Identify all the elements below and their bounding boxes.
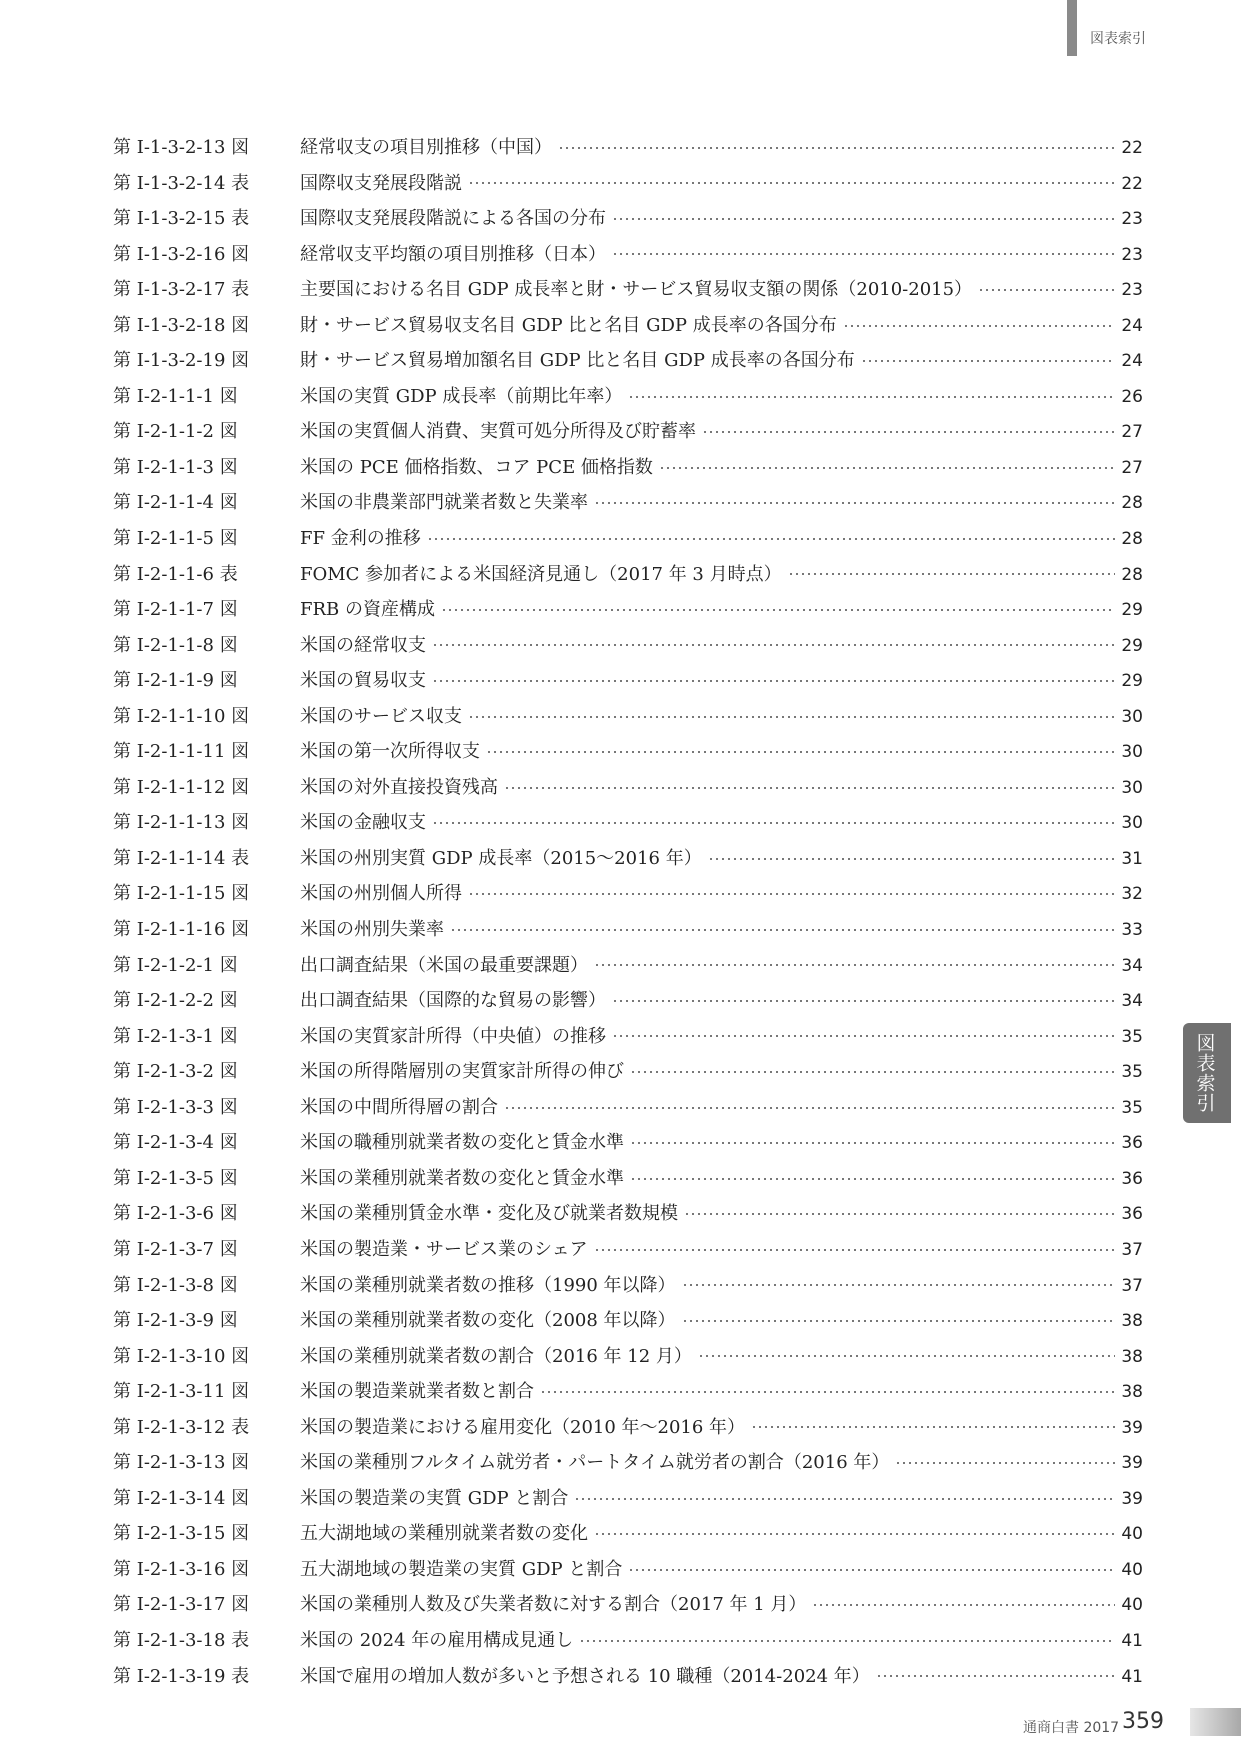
dot-leader: [432, 680, 1115, 682]
index-entry[interactable]: [113, 272, 1143, 308]
entry-number: 第 I-2-1-1-4 図: [113, 492, 238, 514]
dot-leader: [612, 1035, 1115, 1037]
index-entry[interactable]: [113, 557, 1143, 593]
entry-page-number: 38: [1121, 1346, 1143, 1367]
index-entry[interactable]: [113, 237, 1143, 273]
index-entry[interactable]: [113, 1268, 1143, 1304]
dot-leader: [468, 716, 1115, 718]
entry-number: 第 I-1-3-2-18 図: [113, 314, 250, 336]
entry-page-number: 30: [1121, 742, 1143, 763]
entry-number: 第 I-1-3-2-16 図: [113, 243, 250, 265]
entry-number: 第 I-2-1-3-11 図: [113, 1381, 250, 1403]
index-entry[interactable]: [113, 130, 1143, 166]
entry-page-number: 30: [1121, 706, 1143, 727]
index-entry[interactable]: [113, 521, 1143, 557]
entry-title: 米国の製造業の実質 GDP と割合: [300, 1487, 569, 1509]
section-thumb-tab[interactable]: 図表索引: [1183, 1023, 1231, 1123]
entry-number: 第 I-2-1-1-12 図: [113, 776, 250, 798]
index-entry[interactable]: [113, 1659, 1143, 1695]
entry-number: 第 I-2-1-3-19 表: [113, 1665, 250, 1687]
entry-number: 第 I-2-1-1-13 図: [113, 812, 250, 834]
index-entry[interactable]: [113, 414, 1143, 450]
index-entry[interactable]: [113, 876, 1143, 912]
entry-title: 米国の経常収支: [300, 634, 426, 656]
dot-leader: [594, 1249, 1115, 1251]
dot-leader: [788, 573, 1115, 575]
page-number: 359: [1122, 1709, 1164, 1734]
dot-leader: [843, 325, 1115, 327]
index-entry[interactable]: [113, 201, 1143, 237]
index-entry[interactable]: [113, 308, 1143, 344]
dot-leader: [558, 147, 1115, 149]
dot-leader: [540, 1391, 1115, 1393]
entry-title: 財・サービス貿易収支名目 GDP 比と名目 GDP 成長率の各国分布: [300, 314, 837, 336]
entry-number: 第 I-2-1-1-6 表: [113, 563, 238, 585]
entry-page-number: 41: [1121, 1666, 1143, 1687]
index-entry[interactable]: [113, 663, 1143, 699]
entry-page-number: 39: [1121, 1417, 1143, 1438]
index-entry[interactable]: [113, 628, 1143, 664]
index-entry[interactable]: [113, 734, 1143, 770]
entry-title: 米国の業種別賃金水準・変化及び就業者数規模: [300, 1203, 678, 1225]
entry-title: 米国の業種別フルタイム就労者・パートタイム就労者の割合（2016 年）: [300, 1452, 890, 1474]
index-entry[interactable]: [113, 450, 1143, 486]
entry-page-number: 41: [1121, 1630, 1143, 1651]
index-entry[interactable]: [113, 912, 1143, 948]
dot-leader: [751, 1426, 1115, 1428]
entry-title: 米国の貿易収支: [300, 670, 426, 692]
entry-page-number: 38: [1121, 1311, 1143, 1332]
entry-page-number: 22: [1121, 173, 1143, 194]
index-entry[interactable]: [113, 1125, 1143, 1161]
dot-leader: [432, 822, 1115, 824]
entry-number: 第 I-1-3-2-17 表: [113, 279, 250, 301]
entry-page-number: 36: [1121, 1168, 1143, 1189]
entry-page-number: 36: [1121, 1133, 1143, 1154]
entry-title: 米国の第一次所得収支: [300, 741, 480, 763]
entry-number: 第 I-2-1-1-8 図: [113, 634, 238, 656]
entry-title: 米国の製造業・サービス業のシェア: [300, 1238, 588, 1260]
dot-leader: [574, 1498, 1115, 1500]
entry-title: 五大湖地域の業種別就業者数の変化: [300, 1523, 588, 1545]
dot-leader: [630, 1178, 1115, 1180]
dot-leader: [432, 644, 1115, 646]
dot-leader: [579, 1640, 1115, 1642]
index-entry[interactable]: [113, 1339, 1143, 1375]
entry-page-number: 40: [1121, 1559, 1143, 1580]
entry-title: 経常収支の項目別推移（中国）: [300, 137, 552, 158]
dot-leader: [594, 1533, 1115, 1535]
dot-leader: [684, 1213, 1115, 1215]
entry-number: 第 I-2-1-3-16 図: [113, 1558, 250, 1580]
index-entry[interactable]: [113, 1552, 1143, 1588]
entry-title: 五大湖地域の製造業の実質 GDP と割合: [300, 1558, 623, 1580]
dot-leader: [812, 1604, 1115, 1606]
dot-leader: [978, 289, 1115, 291]
entry-number: 第 I-2-1-1-3 図: [113, 456, 238, 478]
entry-page-number: 35: [1121, 1026, 1143, 1047]
dot-leader: [612, 1000, 1115, 1002]
entry-number: 第 I-2-1-1-10 図: [113, 705, 250, 727]
entry-page-number: 34: [1121, 955, 1143, 976]
index-entry[interactable]: [113, 1019, 1143, 1055]
entry-number: 第 I-2-1-3-8 図: [113, 1274, 238, 1296]
entry-title: 米国の業種別就業者数の変化と賃金水準: [300, 1167, 624, 1189]
entry-number: 第 I-2-1-1-16 図: [113, 919, 250, 941]
entry-title: 米国の対外直接投資残高: [300, 776, 498, 798]
index-entry[interactable]: [113, 1054, 1143, 1090]
entry-number: 第 I-2-1-2-1 図: [113, 954, 238, 976]
entry-number: 第 I-1-3-2-14 表: [113, 172, 250, 194]
entry-number: 第 I-2-1-3-15 図: [113, 1523, 250, 1545]
index-entry[interactable]: [113, 1410, 1143, 1446]
dot-leader: [628, 396, 1115, 398]
entry-number: 第 I-2-1-3-10 図: [113, 1345, 250, 1367]
entry-page-number: 29: [1121, 600, 1143, 621]
dot-leader: [450, 929, 1115, 931]
dot-leader: [630, 1071, 1115, 1073]
dot-leader: [594, 502, 1115, 504]
entry-page-number: 39: [1121, 1488, 1143, 1509]
index-entry[interactable]: [113, 841, 1143, 877]
entry-page-number: 29: [1121, 635, 1143, 656]
entry-number: 第 I-2-1-3-2 図: [113, 1061, 238, 1083]
entry-title: 米国の業種別就業者数の変化（2008 年以降）: [300, 1310, 676, 1332]
index-entry[interactable]: [113, 379, 1143, 415]
entry-number: 第 I-2-1-3-5 図: [113, 1167, 238, 1189]
entry-number: 第 I-2-1-3-9 図: [113, 1310, 238, 1332]
index-entry[interactable]: [113, 1445, 1143, 1481]
entry-number: 第 I-2-1-3-3 図: [113, 1096, 238, 1118]
entry-page-number: 23: [1121, 209, 1143, 230]
entry-title: 米国の実質 GDP 成長率（前期比年率）: [300, 385, 623, 407]
entry-title: 米国の実質家計所得（中央値）の推移: [300, 1025, 606, 1047]
entry-title: 米国の 2024 年の雇用構成見通し: [300, 1629, 574, 1651]
entry-page-number: 28: [1121, 529, 1143, 550]
dot-leader: [708, 858, 1115, 860]
entry-title: 米国のサービス収支: [300, 705, 462, 727]
entry-title: 米国の所得階層別の実質家計所得の伸び: [300, 1061, 624, 1083]
index-entry[interactable]: [113, 1587, 1143, 1623]
index-entry[interactable]: [113, 805, 1143, 841]
entry-page-number: 28: [1121, 564, 1143, 585]
entry-page-number: 40: [1121, 1595, 1143, 1616]
entry-title: 米国の非農業部門就業者数と失業率: [300, 492, 588, 514]
index-entry[interactable]: [113, 166, 1143, 202]
entry-title: 米国の製造業における雇用変化（2010 年～2016 年）: [300, 1416, 746, 1438]
entry-title: 米国の中間所得層の割合: [300, 1096, 498, 1118]
entry-title: 米国の州別個人所得: [300, 883, 462, 905]
entry-page-number: 33: [1121, 920, 1143, 941]
index-entry[interactable]: [113, 592, 1143, 628]
index-entry[interactable]: [113, 1196, 1143, 1232]
index-entry[interactable]: [113, 1232, 1143, 1268]
entry-title: 国際収支発展段階説: [300, 172, 462, 194]
dot-leader: [659, 467, 1115, 469]
entry-title: FF 金利の推移: [300, 528, 421, 550]
entry-number: 第 I-2-1-3-6 図: [113, 1203, 238, 1225]
entry-page-number: 28: [1121, 493, 1143, 514]
entry-page-number: 37: [1121, 1239, 1143, 1260]
entry-title: 財・サービス貿易増加額名目 GDP 比と名目 GDP 成長率の各国分布: [300, 350, 855, 372]
entry-page-number: 37: [1121, 1275, 1143, 1296]
entry-title: 国際収支発展段階説による各国の分布: [300, 208, 606, 230]
index-entry[interactable]: [113, 485, 1143, 521]
entry-number: 第 I-2-1-3-17 図: [113, 1594, 250, 1616]
figure-index-list: [113, 130, 1143, 1694]
entry-title: 米国の州別失業率: [300, 919, 444, 941]
entry-page-number: 27: [1121, 457, 1143, 478]
entry-number: 第 I-2-1-3-12 表: [113, 1416, 250, 1438]
entry-number: 第 I-2-1-3-1 図: [113, 1025, 238, 1047]
entry-page-number: 35: [1121, 1062, 1143, 1083]
entry-number: 第 I-2-1-3-13 図: [113, 1452, 250, 1474]
entry-title: 米国の実質個人消費、実質可処分所得及び貯蓄率: [300, 421, 696, 443]
entry-title: 米国の業種別就業者数の割合（2016 年 12 月）: [300, 1345, 692, 1367]
entry-number: 第 I-2-1-1-15 図: [113, 883, 250, 905]
entry-title: 米国の製造業就業者数と割合: [300, 1381, 534, 1403]
entry-number: 第 I-2-1-3-4 図: [113, 1132, 238, 1154]
dot-leader: [630, 1142, 1115, 1144]
dot-leader: [427, 538, 1115, 540]
entry-number: 第 I-2-1-1-5 図: [113, 528, 238, 550]
entry-title: 米国の職種別就業者数の変化と賃金水準: [300, 1132, 624, 1154]
running-header: 図表索引: [1090, 31, 1146, 47]
index-entry[interactable]: [113, 343, 1143, 379]
footer-publication: 通商白書 2017: [1023, 1720, 1120, 1736]
index-entry[interactable]: [113, 1161, 1143, 1197]
entry-number: 第 I-2-1-1-2 図: [113, 421, 238, 443]
entry-number: 第 I-2-1-1-9 図: [113, 670, 238, 692]
entry-page-number: 35: [1121, 1097, 1143, 1118]
entry-title: 米国の業種別就業者数の推移（1990 年以降）: [300, 1274, 676, 1296]
entry-page-number: 22: [1121, 138, 1143, 158]
entry-title: 出口調査結果（国際的な貿易の影響）: [300, 990, 606, 1012]
entry-page-number: 23: [1121, 244, 1143, 265]
entry-page-number: 40: [1121, 1524, 1143, 1545]
entry-number: 第 I-2-1-1-7 図: [113, 599, 238, 621]
entry-number: 第 I-2-1-3-14 図: [113, 1487, 250, 1509]
entry-page-number: 30: [1121, 777, 1143, 798]
entry-page-number: 38: [1121, 1382, 1143, 1403]
entry-title: FOMC 参加者による米国経済見通し（2017 年 3 月時点）: [300, 563, 782, 585]
entry-page-number: 31: [1121, 848, 1143, 869]
entry-page-number: 23: [1121, 280, 1143, 301]
entry-page-number: 24: [1121, 351, 1143, 372]
entry-title: 米国で雇用の増加人数が多いと予想される 10 職種（2014-2024 年）: [300, 1665, 870, 1687]
dot-leader: [876, 1675, 1115, 1677]
entry-title: 米国の州別実質 GDP 成長率（2015～2016 年）: [300, 847, 702, 869]
entry-title: 米国の業種別人数及び失業者数に対する割合（2017 年 1 月）: [300, 1594, 807, 1616]
entry-number: 第 I-1-3-2-15 表: [113, 208, 250, 230]
dot-leader: [612, 253, 1115, 255]
index-entry[interactable]: [113, 1481, 1143, 1517]
dot-leader: [698, 1355, 1115, 1357]
dot-leader: [441, 609, 1115, 611]
footer-accent-band: [1190, 1708, 1241, 1736]
entry-page-number: 24: [1121, 315, 1143, 336]
dot-leader: [468, 893, 1115, 895]
index-entry[interactable]: [113, 1303, 1143, 1339]
entry-page-number: 30: [1121, 813, 1143, 834]
dot-leader: [612, 218, 1115, 220]
entry-number: 第 I-2-1-1-11 図: [113, 741, 250, 763]
entry-page-number: 32: [1121, 884, 1143, 905]
entry-title: 出口調査結果（米国の最重要課題）: [300, 954, 588, 976]
entry-title: 米国の金融収支: [300, 812, 426, 834]
dot-leader: [682, 1284, 1115, 1286]
index-entry[interactable]: [113, 1090, 1143, 1126]
dot-leader: [682, 1320, 1115, 1322]
dot-leader: [468, 182, 1115, 184]
entry-number: 第 I-1-3-2-19 図: [113, 350, 250, 372]
entry-page-number: 26: [1121, 386, 1143, 407]
dot-leader: [861, 360, 1115, 362]
entry-number: 第 I-2-1-3-7 図: [113, 1238, 238, 1260]
entry-number: 第 I-1-3-2-13 図: [113, 137, 250, 158]
entry-page-number: 34: [1121, 991, 1143, 1012]
dot-leader: [504, 787, 1115, 789]
entry-title: 主要国における名目 GDP 成長率と財・サービス貿易収支額の関係（2010-2015）: [300, 279, 973, 301]
index-entry[interactable]: [113, 948, 1143, 984]
index-entry[interactable]: [113, 983, 1143, 1019]
index-entry[interactable]: [113, 1623, 1143, 1659]
dot-leader: [702, 431, 1115, 433]
dot-leader: [895, 1462, 1115, 1464]
entry-number: 第 I-2-1-1-1 図: [113, 385, 238, 407]
entry-page-number: 39: [1121, 1453, 1143, 1474]
entry-number: 第 I-2-1-2-2 図: [113, 990, 238, 1012]
index-entry[interactable]: [113, 1374, 1143, 1410]
index-entry[interactable]: [113, 699, 1143, 735]
dot-leader: [504, 1107, 1115, 1109]
header-accent-bar: [1067, 0, 1077, 56]
entry-title: FRB の資産構成: [300, 599, 435, 621]
dot-leader: [486, 751, 1115, 753]
entry-title: 経常収支平均額の項目別推移（日本）: [300, 243, 606, 265]
entry-page-number: 29: [1121, 671, 1143, 692]
dot-leader: [628, 1569, 1115, 1571]
entry-title: 米国の PCE 価格指数、コア PCE 価格指数: [300, 456, 653, 478]
entry-number: 第 I-2-1-3-18 表: [113, 1629, 250, 1651]
entry-number: 第 I-2-1-1-14 表: [113, 847, 250, 869]
entry-page-number: 27: [1121, 422, 1143, 443]
entry-page-number: 36: [1121, 1204, 1143, 1225]
index-entry[interactable]: [113, 770, 1143, 806]
index-entry[interactable]: [113, 1516, 1143, 1552]
dot-leader: [594, 964, 1115, 966]
